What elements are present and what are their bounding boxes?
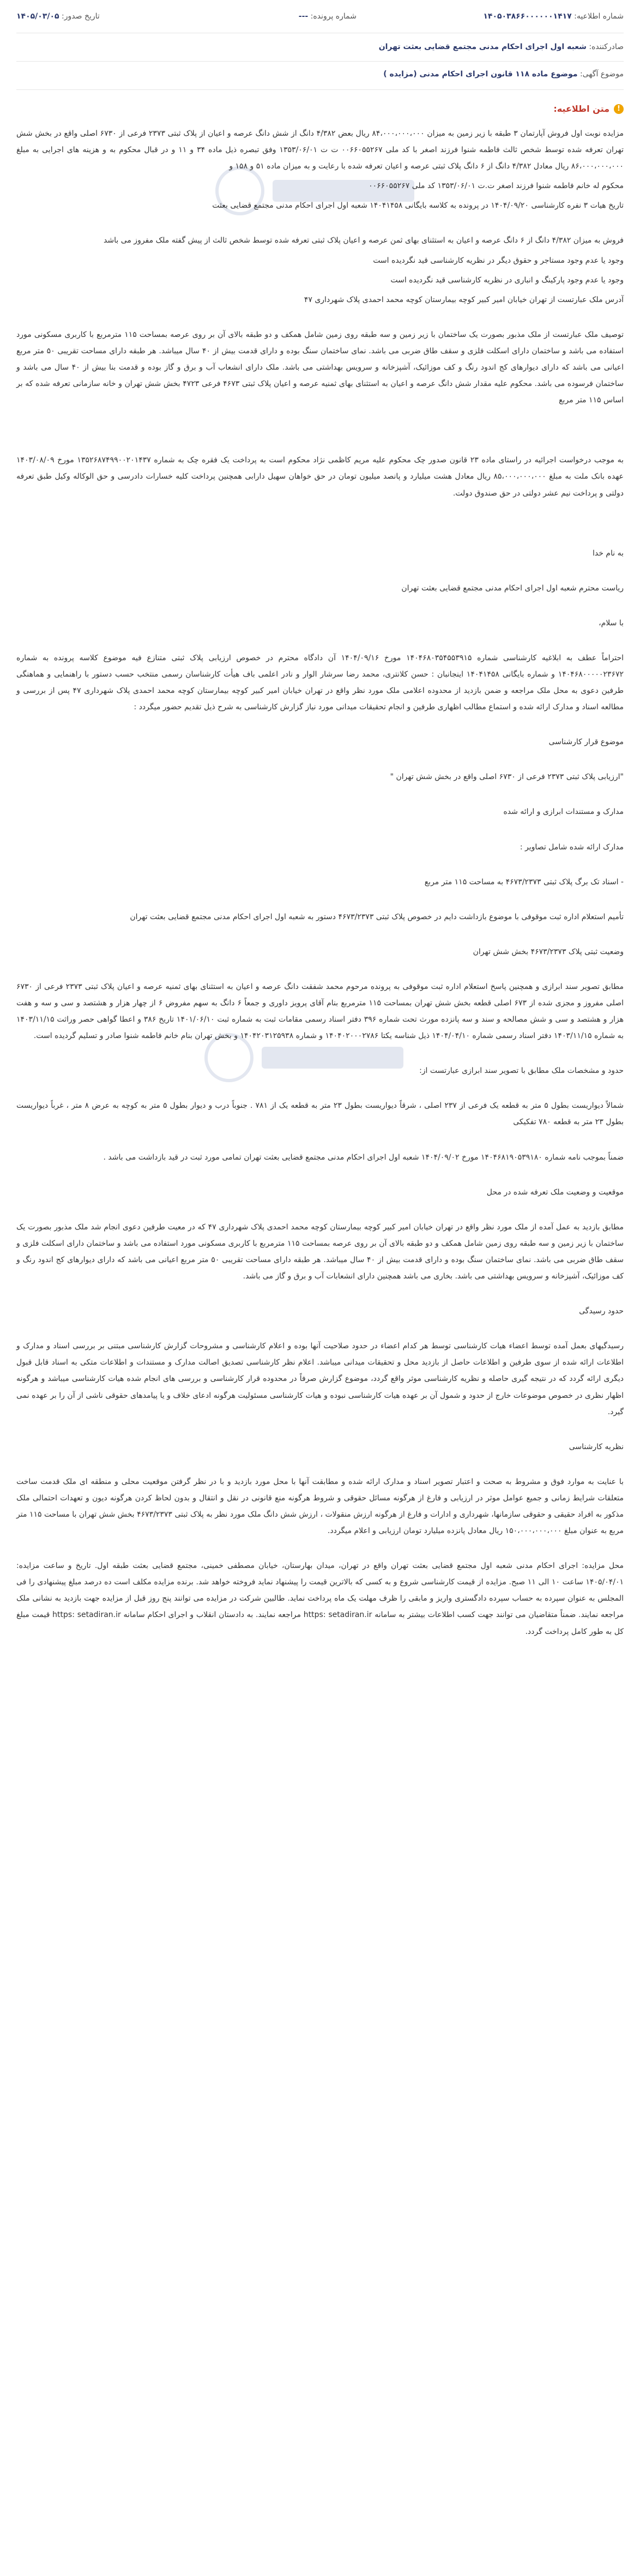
paragraph-seizure: ضمناً بموجب نامه شماره ۱۴۰۴۶۸۱۹۰۵۳۹۱۸۰ مورخ ۱۴۰۴/۰۹/۰۲ شعبه اول اجرای احکام مدنی مجتمع قضایی بعثت تهران تمامی مورد ثبت در قید بازداشت می باشد . (103, 1153, 624, 1162)
paragraph-registry-status: مطابق تصویر سند ابرازی و همچنین پاسخ استعلام اداره ثبت موقوفی به پرونده مرحوم محمد شفقت دانگ عرصه و اعیان به استثنای بهای ثمنیه عرصه و اعیان پلاک ثبتی ۲۳۷۳ فرعی از ۶۷۳۰ اصلی مفروز و مجزی شده از ۶۷۳ اصلی قطعه بخش شش تهران بمساحت ۱۱۵ مترمربع بنام آقای پرویز داوری و جمعاً ۶ دانگ به سهم مفروض ۶ از چهار هزار و هشتصد و سی و سه و هفت هزار و هشتصد و سی و شش مصالحه و سند و سه پانزده مورث تحت شماره ۳۹۶ دفتر اسناد رسمی مقامات ثبت به شماره ثبت ۱۴۰۱/۰۶/۱۰ تاریخ ۳۸۶ و اعطا گواهی حصر وراثت ۱۴۰۳/۱۱/۱۵ به شماره ۱۴۰۳/۱۱/۱۵ دفتر اسناد رسمی شماره ۱۴۰۴/۰۴/۱۰ ذیل شناسه یکتا ۱۴۰۴۰۲۰۰۰۲۷۸۶ و شماره ۱۴۰۴۲۰۳۱۲۵۹۳۸ و بخش تهران بنام خانم فاطمه شنوا صادر و تسلیم گردیده است. (16, 982, 624, 1041)
info-icon: ! (614, 104, 624, 114)
paragraph-registry-inquiry: تأمیم استعلام اداره ثبت موقوفی با موضوع بازداشت دایم در خصوص پلاک ثبتی ۴۶۷۳/۲۳۷۳ دستور به شعبه اول اجرای احکام مدنی مجتمع قضایی بعثت تهران (130, 912, 624, 921)
file-number: شماره پرونده: --- (298, 12, 357, 21)
header-divider (16, 89, 624, 90)
paragraph-greeting: با سلام، (599, 618, 624, 628)
issuer-value: شعبه اول اجرای احکام مدنی مجتمع قضایی بعثت تهران (378, 43, 587, 51)
paragraph-scope: رسیدگیهای بعمل آمده توسط اعضاء هیات کارشناسی توسط هر کدام اعضاء در حدود صلاحیت آنها بوده و اعلام کارشناسی و مشروحات گزارش کارشناسی مبتنی بر بررسی اسناد و مدارک و اطلاعات ارائه شده از سوی طرفین و اطلاعات حاصل از بازدید محل و تحقیقات میدانی میباشد. اعلام نظر کارشناسی تصدیق اصالت مدارک و مستندات و اطلاعات متکی به اسناد قابل قبول دیگری ارائه گردد که در نتیجه گیری حاصله و نظریه کارشناسی موثر واقع گردد، موضوع گزارش صرفاً در محدوده قرار کارشناسی و بررسی های انجام شده هیات کارشناسی میباشد و هرگونه اظهار نظری در خصوص موضوعات خارج از حدود و شمول آن بر عهده هیات کارشناسی نبوده و هیات کارشناسی مسئولیت هرگونه ادعای خلاف و یا پیامدهای حقوقی ناشی از آن را بر عهده نمی گیرد. (16, 1342, 624, 1416)
section-heading-scope: حدود رسیدگی (579, 1307, 624, 1316)
issue-date: تاریخ صدور: ۱۴۰۵/۰۳/۰۵ (16, 12, 100, 21)
paragraph-property-description: توصیف ملک عبارتست از ملک مذبور بصورت یک ساختمان با زیر زمین و سه طبقه روی زمین شامل همکف و دو طبقه بالای آن بر روی عرصه بمساحت ۱۱۵ مترمربع با کاربری مسکونی مورد استفاده می باشد و ساختمان دارای اسکلت فلزی و سقف طاق ضربی می باشد. نمای ساختمان سنگ بوده و دارای قدمت بیش از ۴۰ سال میباشد. هر طبقه دارای مساحت تقریبی ۵۰ متر مربع اعیانی می باشد که دارای دیوارهای کج اندود رنگ و کف موزائیک، آشپزخانه و سرویس بهداشتی می باشد. ملک دارای انشعاب آب و برق و گاز بوده و قدمت بنا بیش از ۴۰ سال می باشد و ساختمان فرسوده می باشد. محکوم علیه مقدار شش دانگ عرصه و اعیان به استثنای بهای ثمنیه عرصه و اعیان پلاک ثبتی ۴۶۷۳ فرعی ۴۷۲۳ بخش شش تهران و خانه سازمانی تعرفه شده که بر اساس ۱۱۵ متر مربع (16, 330, 624, 405)
notice-body (16, 125, 624, 1643)
paragraph-parking: وجود یا عدم وجود پارکینگ و انباری در نظریه کارشناسی قید نگردیده است (390, 275, 624, 285)
notice-title (553, 104, 624, 114)
issuer: صادرکننده: شعبه اول اجرای احکام مدنی مجتمع قضایی بعثت تهران (378, 43, 624, 51)
paragraph-valuation-subject: "ارزیابی پلاک ثبتی ۲۳۷۳ فرعی از ۶۷۳۰ اصلی واقع در بخش شش تهران " (390, 773, 624, 782)
notice-number-value: ۱۴۰۵۰۳۸۶۶۰۰۰۰۰۰۱۴۱۷ (483, 12, 572, 21)
section-heading-site: موقعیت و وضعیت ملک تعرفه شده در محل (486, 1187, 624, 1197)
section-heading-boundaries: حدود و مشخصات ملک مطابق با تصویر سند ابرازی عبارتست از: (419, 1066, 624, 1076)
paragraph-opinion: با عنایت به موارد فوق و مشروط به صحت و اعتبار تصویر اسناد و مدارک ارائه شده و مطابقت آنها با محل مورد بازدید و با در نظر گرفتن موقعیت محلی و منطقه ای ملک قدمت ساخت متعلقات شرایط زمانی و جمیع عوامل موثر در ارزیابی و فارغ از هرگونه مسائل حقوقی و شروط هرگونه منع قانونی در نقل و انتقال و بدون لحاظ کردن هرگونه دیون و تعهدات احتمالی ملک مذکور به افراد حقیقی و حقوقی سازمانها، شهرداری و ادارات و فارغ از هرگونه ارزش منقولات ، ارزش شش دانگ ملک مورد نظر به پلاک ثبتی ۴۶۷۳/۲۳۷۳ بخش شش تهران با مساحت ۱۱۵ متر مربع به عنوان مبلغ ۱۵۰،۰۰۰،۰۰۰،۰۰۰ ریال معادل پانزده میلیارد تومان ارزیابی و اعلام میگردد. (16, 1477, 624, 1536)
paragraph-auction-intro: مزایده نوبت اول فروش آپارتمان ۳ طبقه با زیر زمین به میزان ۸۴،۰۰۰،۰۰۰،۰۰۰ ریال بعض ۴/۳۸۲ دانگ از شش دانگ عرصه و اعیان از پلاک ثبتی ۲۳۷۳ فرعی از ۶۷۳۰ اصلی واقع در بخش شش تهران تعرفه شده توسط شخص ثالث فاطمه شنوا فرزند اصغر با کد ملی ۰۰۶۶۰۵۵۲۶۷ ت ت ۱۳۵۳/۰۶/۰۱ وفق تبصره ذیل ماده ۳۴ و ۱۱ و در قبال محکوم به و هزینه های اجرایی به مبلغ ۸۶،۰۰۰،۰۰۰،۰۰۰ ریال معادل ۴/۳۸۲ دانگ از ۶ دانگ پلاک ثبتی عرصه و اعیان تعرفه شده با رعایت و به میزان ماده ۵۱ و ۱۵۸ و (16, 129, 624, 171)
section-heading-opinion: نظریه کارشناسی (569, 1442, 624, 1451)
paragraph-site-visit: مطابق بازدید به عمل آمده از ملک مورد نظر واقع در تهران خیابان امیر کبیر کوچه بیمارستان کوچه محمد احمدی پلاک شهرداری ۴۷ که در معیت طرفین دعوی انجام شد ملک مذبور بصورت یک ساختمان با زیر زمین و سه طبقه روی زمین شامل همکف و دو طبقه بالای آن بر روی عرصه بمساحت ۱۱۵ مترمربع با کاربری مسکونی مورد استفاده می باشد و ساختمان دارای اسکلت فلزی و سقف طاق ضربی می باشد. نمای ساختمان سنگ بوده و دارای قدمت بیش از ۴۰ سال میباشد. هر طبقه دارای مساحت تقریبی ۵۰ متر مربع اعیانی می باشد که دارای دیوارهای کج اندود رنگ و کف موزائیک، آشپزخانه و سرویس بهداشتی می باشد. بخاری می باشد همچنین دارای انشعابات آب و برق و گاز می باشد. (16, 1222, 624, 1281)
header-divider (16, 61, 624, 62)
paragraph-boundaries: شمالاً دیواریست بطول ۵ متر به قطعه یک فرعی از ۲۳۷ اصلی ، شرقاً دیواریست بطول ۲۳ متر به قطعه یک از ۷۸۱ . جنوباً درب و دیوار بطول ۵ متر به کوچه به عرض ۸ متر ، غرباً دیواریست بطول ۲۳ متر به قطعه ۷۸۰ تفکیکی (16, 1101, 624, 1127)
paragraph-expert-intro: احتراماً عطف به ابلاغیه کارشناسی شماره ۱۴۰۴۶۸۰۳۵۴۵۵۳۹۱۵ مورخ ۱۴۰۴/۰۹/۱۶ آن دادگاه محترم در خصوص ارزیابی پلاک ثبتی متنازع فیه موضوع کلاسه پرونده به شماره ۱۴۰۴۶۸۰۰۰۰۰۲۳۶۷۲ و شماره بایگانی ۱۴۰۴۱۴۵۸ اینجانبان : حسن کلانتری، محمد رضا سرشار الوار و نادر اعلمی باف هیأت کارشناسان رسمی منتخب حسب دستور با راهنمایی و هماهنگی طرفین دعوی به محل ملک مراجعه و ضمن بازدید از محدوده اعلامی ملک مورد نظر واقع در تهران خیابان امیر کبیر کوچه بیمارستان کوچه محمد احمدی پلاک شهرداری ۴۷ پس از بررسی و مطالعه اسناد و مدارک ارائه شده و استماع مطالب اظهاری طرفین و انجام تحقیقات میدانی مورد نیاز گزارش کارشناسی به شرح ذیل تقدیم حضور میگردد : (16, 653, 624, 712)
subject: موضوع آگهی: موضوع ماده ۱۱۸ قانون اجرای احکام مدنی (مزایده ) (383, 70, 624, 79)
notice-number: شماره اطلاعیه: ۱۴۰۵۰۳۸۶۶۰۰۰۰۰۰۱۴۱۷ (483, 12, 624, 21)
paragraph-documents-list: مدارک ارائه شده شامل تصاویر : (520, 842, 624, 852)
paragraph-auction-terms: محل مزایده: اجرای احکام مدنی شعبه اول مجتمع قضایی بعثت تهران واقع در تهران، میدان بهارستان، خیابان مصطفی خمینی، مجتمع قضایی بعثت طبقه اول. تاریخ و ساعت مزایده: ۱۴۰۵/۰۴/۰۱ ساعت ۱۰ الی ۱۱ صبح. مزایده از قیمت کارشناسی شروع و به کسی که بالاترین قیمت را پیشنهاد نماید فروخته خواهد شد. برنده مزایده مکلف است ده درصد مبلغ پیشنهادی را فی المجلس به عنوان سپرده به حساب سپرده دادگستری واریز و مابقی را ظرف مهلت یک ماه پرداخت نماید. طالبین شرکت در مزایده می توانند پنج روز قبل از مزایده جهت بازدید به نشانی ملک مراجعه نمایند. ضمناً متقاضیان می توانند جهت کسب اطلاعات بیشتر به سامانه https: setadiran.ir مراجعه نمایند. به دادستان انقلاب و اجرای احکام سامانه https: setadiran.ir قیمت مبلغ کل به طور کامل پرداخت گردد. (16, 1561, 624, 1636)
paragraph-creditor: محکوم له خانم فاطمه شنوا فرزند اصغر ت.ت ۱۳۵۳/۰۶/۰۱ کد ملی ۰۰۶۶۰۵۵۲۶۷ (369, 182, 624, 191)
paragraph-addressee: ریاست محترم شعبه اول اجرای احکام مدنی مجتمع قضایی بعثت تهران (401, 583, 624, 593)
section-heading-documents: مدارک و مستندات ابرازی و ارائه شده (503, 807, 624, 817)
notice-title-label: متن اطلاعیه: (553, 104, 609, 114)
subject-value: موضوع ماده ۱۱۸ قانون اجرای احکام مدنی (مزایده ) (383, 70, 578, 79)
section-heading-subject: موضوع قرار کارشناسی (548, 738, 624, 747)
paragraph-deed: - اسناد تک برگ پلاک ثبتی ۴۶۷۳/۲۳۷۳ به مساحت ۱۱۵ متر مربع (424, 877, 624, 886)
file-number-value: --- (298, 12, 309, 21)
paragraph-bismillah: به نام خدا (592, 548, 624, 558)
paragraph-address: آدرس ملک عبارتست از تهران خیابان امیر کبیر کوچه بیمارستان کوچه محمد احمدی پلاک شهرداری ۴۷ (304, 295, 624, 304)
notice-header (0, 0, 640, 93)
paragraph-tenant: وجود یا عدم وجود مستاجر و حقوق دیگر در نظریه کارشناسی قید نگردیده است (373, 256, 624, 265)
issue-date-value: ۱۴۰۵/۰۳/۰۵ (16, 12, 59, 21)
paragraph-sale-share: فروش به میزان ۴/۳۸۲ دانگ از ۶ دانگ عرصه و اعیان به استثنای بهای ثمن عرصه و اعیان پلاک ثبتی تعرفه شده توسط شخص ثالث از پیش گفته ملک مفروز می باشد (104, 236, 624, 245)
paragraph-execution-order: به موجب درخواست اجرائیه در راستای ماده ۲۳ قانون صدور چک محکوم علیه مریم کاظمی نژاد محکوم است به پرداخت یک فقره چک به شماره ۱۳۵۲۶۸۷۴۹۹۰۰۲۰۱۴۳۷ مورخ ۱۴۰۳/۰۸/۰۹ عهده بانک ملت به مبلغ ۸۵،۰۰۰،۰۰۰،۰۰۰ ریال معادل هشت میلیارد و پانصد میلیون تومان در حق خواهان سهیل دارابی همچنین پرداخت کلیه خسارات دادرسی و حق الوکاله وکیل طبق تعرفه دولتی و پرداخت نیم عشر دولتی در حق صندوق دولت. (16, 456, 624, 498)
paragraph-expert-date: تاریخ هیات ۳ نفره کارشناسی ۱۴۰۴/۰۹/۲۰ در پرونده به کلاسه بایگانی ۱۴۰۴۱۴۵۸ شعبه اول اجرای احکام مدنی مجتمع قضایی بعثت (212, 201, 624, 210)
section-heading-registry: وضعیت ثبتی پلاک ۴۶۷۳/۲۳۷۳ بخش شش تهران (473, 947, 624, 956)
